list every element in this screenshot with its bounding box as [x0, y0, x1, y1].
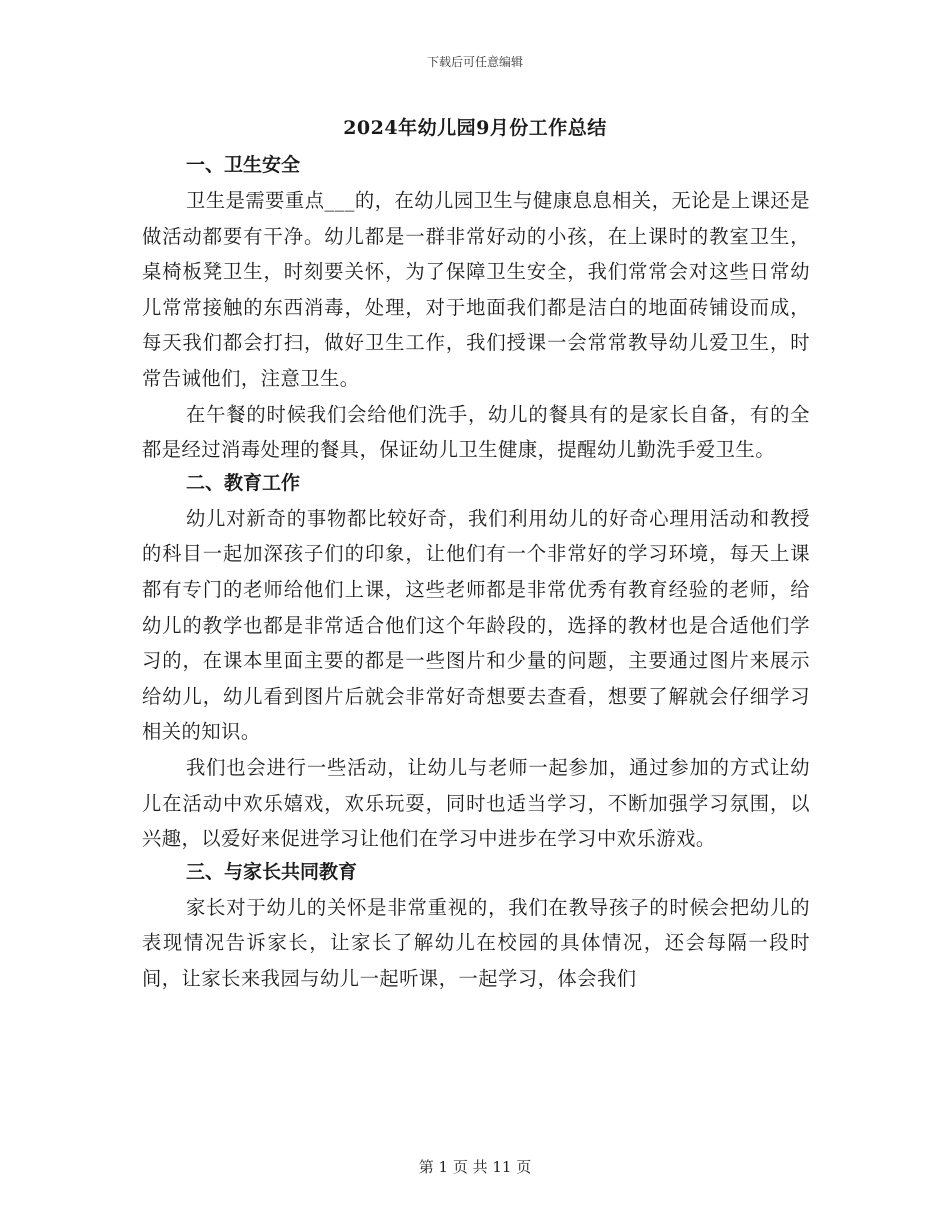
section-heading: 一、卫生安全 — [186, 154, 301, 176]
section-heading: 三、与家长共同教育 — [186, 860, 358, 883]
paragraph: 我们也会进行一些活动，让幼儿与老师一起参加，通过参加的方式让幼儿在活动中欢乐嬉戏，欢乐玩耍，同时也适当学习，不断加强学习氛围，以兴趣，以爱好来促进学习让他们在学习中进步在学习中欢乐游戏。 — [142, 755, 810, 851]
document-body — [142, 150, 810, 996]
document-title: 2024年幼儿园9月份工作总结 — [343, 117, 607, 139]
header-note: 下载后可任意编辑 — [426, 55, 523, 69]
section-parent-cooperation — [142, 857, 810, 997]
paragraph: 家长对于幼儿的关怀是非常重视的，我们在教导孩子的时候会把幼儿的表现情况告诉家长，让家长了解幼儿在校园的具体情况，还会每隔一段时间，让家长来我园与幼儿一起听课，一起学习，体会我们 — [142, 895, 810, 990]
page-number: 第 1 页 共 11 页 — [418, 1158, 532, 1176]
section-education-work — [142, 468, 810, 857]
section-heading: 二、教育工作 — [186, 471, 301, 494]
paragraph: 卫生是需要重点___的，在幼儿园卫生与健康息息相关，无论是上课还是做活动都要有干净。幼儿都是一群非常好动的小孩，在上课时的教室卫生，桌椅板凳卫生，时刻要关怀，为了保障卫生安全，我们常常会对这些日常幼儿常常接触的东西消毒，处理，对于地面我们都是洁白的地面砖铺设而成，每天我们都会打扫，做好卫生工作，我们授课一会常常教导幼儿爱卫生，时常告诫他们，注意卫生。 — [142, 189, 810, 390]
paragraph: 在午餐的时候我们会给他们洗手，幼儿的餐具有的是家长自备，有的全都是经过消毒处理的餐具，保证幼儿卫生健康，提醒幼儿勤洗手爱卫生。 — [142, 402, 810, 462]
paragraph: 幼儿对新奇的事物都比较好奇，我们利用幼儿的好奇心理用活动和教授的科目一起加深孩子们的印象，让他们有一个非常好的学习环境，每天上课都有专门的老师给他们上课，这些老师都是非常优秀有教育经验的老师，给幼儿的教学也都是非常适合他们这个年龄段的，选择的教材也是合适他们学习的，在课本里面主要的都是一些图片和少量的问题，主要通过图片来展示给幼儿，幼儿看到图片后就会非常好奇想要去查看，想要了解就会仔细学习相关的知识。 — [142, 506, 810, 744]
section-hygiene-safety — [142, 150, 810, 468]
